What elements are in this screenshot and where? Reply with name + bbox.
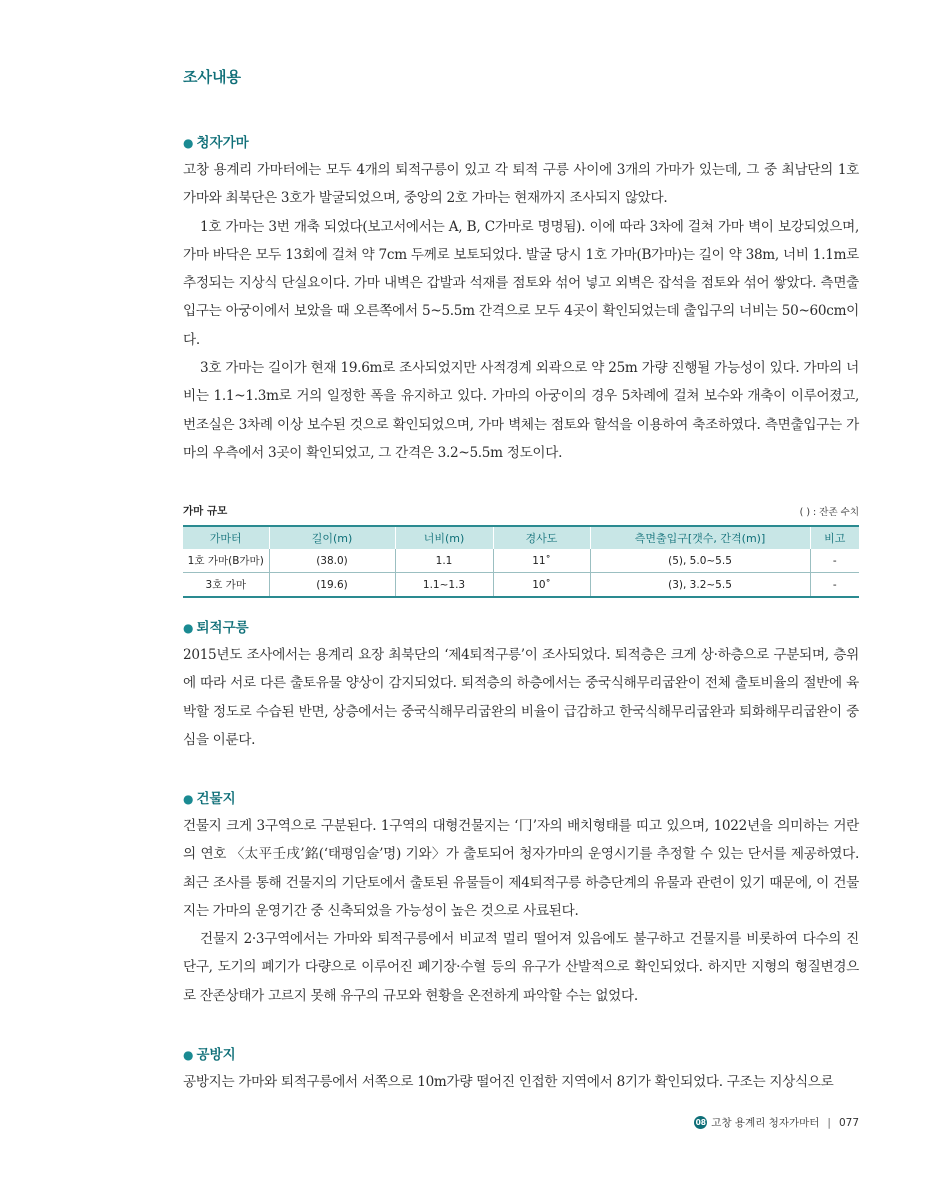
- heading-mound-label: 퇴적구릉: [196, 620, 249, 636]
- table-cell: 1호 가마(B가마): [183, 549, 269, 573]
- heading-workshop: [183, 1043, 236, 1063]
- kiln-body: [183, 156, 859, 467]
- heading-mound: [183, 616, 249, 636]
- building-body: [183, 812, 859, 1010]
- paragraph: 고창 용계리 가마터에는 모두 4개의 퇴적구릉이 있고 각 퇴적 구릉 사이에 3개의 가마가 있는데, 그 중 최남단의 1호 가마와 최북단은 3호가 발굴되었으며, 중앙의 2호 가마는 현재까지 조사되지 않았다.: [183, 162, 859, 207]
- paragraph: 공방지는 가마와 퇴적구릉에서 서쪽으로 10m가량 떨어진 인접한 지역에서 8기가 확인되었다. 구조는 지상식으로: [183, 1074, 834, 1090]
- bullet-icon: ●: [183, 136, 194, 150]
- table-cell: -: [810, 573, 859, 598]
- table-cell: 3호 가마: [183, 573, 269, 598]
- section-title: 조사내용: [183, 68, 241, 86]
- table-cell: 11˚: [493, 549, 590, 573]
- column-header: 측면출입구[갯수, 간격(m)]: [590, 526, 810, 549]
- table-cell: 10˚: [493, 573, 590, 598]
- footer-title: 고창 용계리 청자가마터: [711, 1117, 820, 1129]
- heading-kiln-label: 청자가마: [196, 135, 249, 151]
- column-header: 경사도: [493, 526, 590, 549]
- table-cell: (3), 3.2~5.5: [590, 573, 810, 598]
- column-header: 가마터: [183, 526, 269, 549]
- page-number: 077: [838, 1116, 859, 1129]
- heading-building: [183, 787, 236, 807]
- page-footer: [694, 1115, 859, 1130]
- paragraph: 3호 가마는 길이가 현재 19.6m로 조사되었지만 사적경계 외곽으로 약 25m 가량 진행될 가능성이 있다. 가마의 너비는 1.1~1.3m로 거의 일정한 폭을 유지하고 있다. 가마의 아궁이의 경우 5차례에 걸쳐 보수와 개축이 이루어졌고, 번조실은 3차례 이상 보수된 것으로 확인되었으며, 가마 벽체는 점토와 할석을 이용하여 축조하였다. 측면출입구는 가마의 우측에서 3곳이 확인되었고, 그 간격은 3.2~5.5m 정도이다.: [183, 360, 859, 461]
- chapter-badge: 08: [695, 1118, 707, 1127]
- kiln-size-table: [183, 525, 859, 598]
- bullet-icon: ●: [183, 1048, 194, 1062]
- table-note: ( ) : 잔존 수치: [799, 507, 859, 518]
- table-cell: (19.6): [269, 573, 395, 598]
- heading-kiln: [183, 131, 249, 151]
- table-row: [183, 573, 859, 598]
- paragraph: 2015년도 조사에서는 용계리 요장 최북단의 ‘제4퇴적구릉’이 조사되었다. 퇴적층은 크게 상·하층으로 구분되며, 층위에 따라 서로 다른 출토유물 양상이 감지되었다. 퇴적층의 하층에서는 중국식해무리굽완이 전체 출토비율의 절반에 육박할 정도로 수습된 반면, 상층에서는 중국식해무리굽완의 비율이 급감하고 한국식해무리굽완과 퇴화해무리굽완이 중심을 이룬다.: [183, 647, 859, 748]
- paragraph: 1호 가마는 3번 개축 되었다(보고서에서는 A, B, C가마로 명명됨). 이에 따라 3차에 걸쳐 가마 벽이 보강되었으며, 가마 바닥은 모두 13회에 걸쳐 약 7cm 두께로 보토되었다. 발굴 당시 1호 가마(B가마)는 길이 약 38m, 너비 1.1m로 추정되는 지상식 단실요이다. 가마 내벽은 갑발과 석재를 점토와 섞어 넣고 외벽은 잡석을 점토와 섞어 쌓았다. 측면출입구는 아궁이에서 보았을 때 오른쪽에서 5~5.5m 간격으로 모두 4곳이 확인되었는데 출입구의 너비는 50~60cm이다.: [183, 218, 859, 348]
- table-cell: (5), 5.0~5.5: [590, 549, 810, 573]
- table-cell: (38.0): [269, 549, 395, 573]
- workshop-body: [183, 1068, 859, 1096]
- table-cell: -: [810, 549, 859, 573]
- footer-separator: |: [827, 1116, 831, 1129]
- column-header: 너비(m): [395, 526, 493, 549]
- bullet-icon: ●: [183, 621, 194, 635]
- mound-body: [183, 641, 859, 754]
- paragraph: 건물지 크게 3구역으로 구분된다. 1구역의 대형건물지는 ‘冂’자의 배치형태를 띠고 있으며, 1022년을 의미하는 거란의 연호 〈太平壬戌’銘(‘태평임술’명) 기와〉가 출토되어 청자가마의 운영시기를 추정할 수 있는 단서를 제공하였다. 최근 조사를 통해 건물지의 기단토에서 출토된 유물들이 제4퇴적구릉 하층단계의 유물과 관련이 있기 때문에, 이 건물지는 가마의 운영기간 중 신축되었을 가능성이 높은 것으로 사료된다.: [183, 818, 859, 919]
- column-header: 비고: [810, 526, 859, 549]
- bullet-icon: ●: [183, 792, 194, 806]
- table-header-row: [183, 526, 859, 549]
- paragraph: 건물지 2·3구역에서는 가마와 퇴적구릉에서 비교적 멀리 떨어져 있음에도 불구하고 건물지를 비롯하여 다수의 진단구, 도기의 폐기가 다량으로 이루어진 폐기장·수혈 등의 유구가 산발적으로 확인되었다. 하지만 지형의 형질변경으로 잔존상태가 고르지 못해 유구의 규모와 현황을 온전하게 파악할 수는 없었다.: [183, 931, 859, 1004]
- table-cell: 1.1: [395, 549, 493, 573]
- table-cell: 1.1~1.3: [395, 573, 493, 598]
- table-row: [183, 549, 859, 573]
- heading-building-label: 건물지: [196, 791, 236, 807]
- heading-workshop-label: 공방지: [196, 1047, 236, 1063]
- table-caption: 가마 규모: [183, 505, 228, 517]
- column-header: 길이(m): [269, 526, 395, 549]
